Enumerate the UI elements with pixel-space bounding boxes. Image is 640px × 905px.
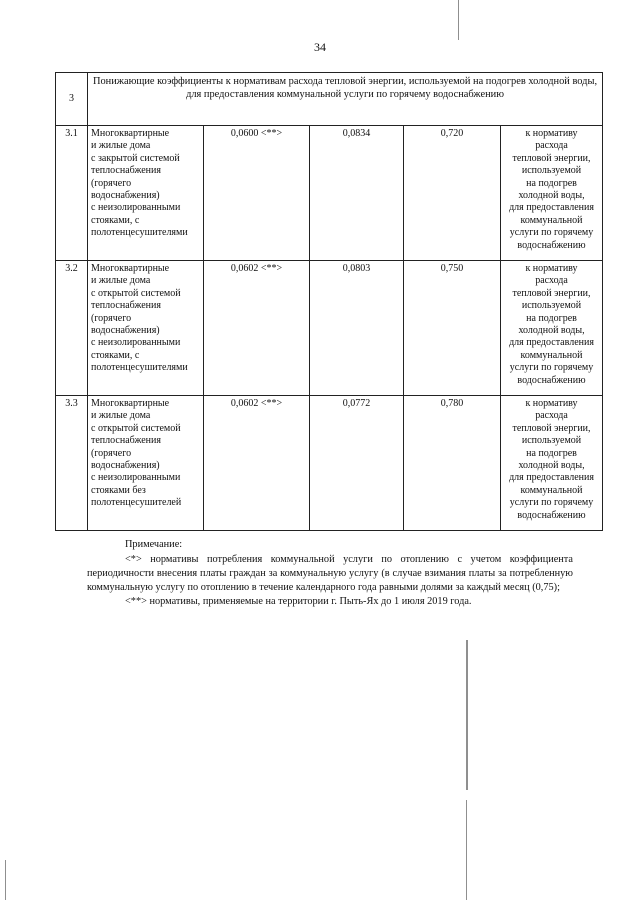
table-row (56, 126, 603, 261)
row-number: 3.1 (56, 126, 88, 261)
row-number: 3.2 (56, 261, 88, 396)
table-row (56, 261, 603, 396)
value-cell: 0,0602 <**> (204, 261, 310, 396)
building-type: Многоквартирные и жилые дома с открытой системой теплоснабжения (горячего водоснабжения) с неизолированными стояками, с полотенцесушителями (88, 261, 204, 396)
building-type: Многоквартирные и жилые дома с закрытой системой теплоснабжения (горячего водоснабжения) с неизолированными стояками, с полотенцесушителями (88, 126, 204, 261)
note-2: <**> нормативы, применяемые на территории г. Пыть-Ях до 1 июля 2019 года. (125, 596, 472, 607)
value-cell: 0,0834 (310, 126, 404, 261)
scan-artifact (466, 640, 468, 790)
applies-to-cell: к нормативу расхода тепловой энергии, используемой на подогрев холодной воды, для предоставления коммунальной услуги по горячему водоснабжению (501, 126, 603, 261)
coefficient-cell: 0,720 (404, 126, 501, 261)
scan-artifact (458, 0, 459, 40)
scan-artifact (466, 800, 467, 900)
section-number: 3 (56, 73, 88, 126)
value-cell: 0,0602 <**> (204, 396, 310, 531)
note-1: <*> нормативы потребления коммунальной услуги по отоплению с учетом коэффициента периодичности внесения платы граждан за коммунальную услугу (в случае взимания платы за потребленную коммунальную услугу по отоплению в течение календарного года равными долями за каждый месяц (0,75); (87, 554, 573, 593)
table-row (56, 396, 603, 531)
value-cell: 0,0772 (310, 396, 404, 531)
section-title: Понижающие коэффициенты к нормативам расхода тепловой энергии, используемой на подогрев холодной воды, для предоставления коммунальной услуги по горячему водоснабжению (88, 73, 603, 126)
row-number: 3.3 (56, 396, 88, 531)
notes-title: Примечание: (125, 539, 183, 550)
applies-to-cell: к нормативу расхода тепловой энергии, используемой на подогрев холодной воды, для предоставления коммунальной услуги по горячему водоснабжению (501, 261, 603, 396)
page-number: 34 (314, 40, 326, 54)
section-header-row (56, 73, 603, 126)
value-cell: 0,0803 (310, 261, 404, 396)
notes-section (87, 538, 573, 609)
value-cell: 0,0600 <**> (204, 126, 310, 261)
building-type: Многоквартирные и жилые дома с открытой системой теплоснабжения (горячего водоснабжения) с неизолированными стояками без полотенцесушителей (88, 396, 204, 531)
coefficient-cell: 0,780 (404, 396, 501, 531)
coefficient-cell: 0,750 (404, 261, 501, 396)
coefficients-table (55, 72, 603, 531)
scan-artifact (5, 860, 6, 900)
applies-to-cell: к нормативу расхода тепловой энергии, используемой на подогрев холодной воды, для предоставления коммунальной услуги по горячему водоснабжению (501, 396, 603, 531)
